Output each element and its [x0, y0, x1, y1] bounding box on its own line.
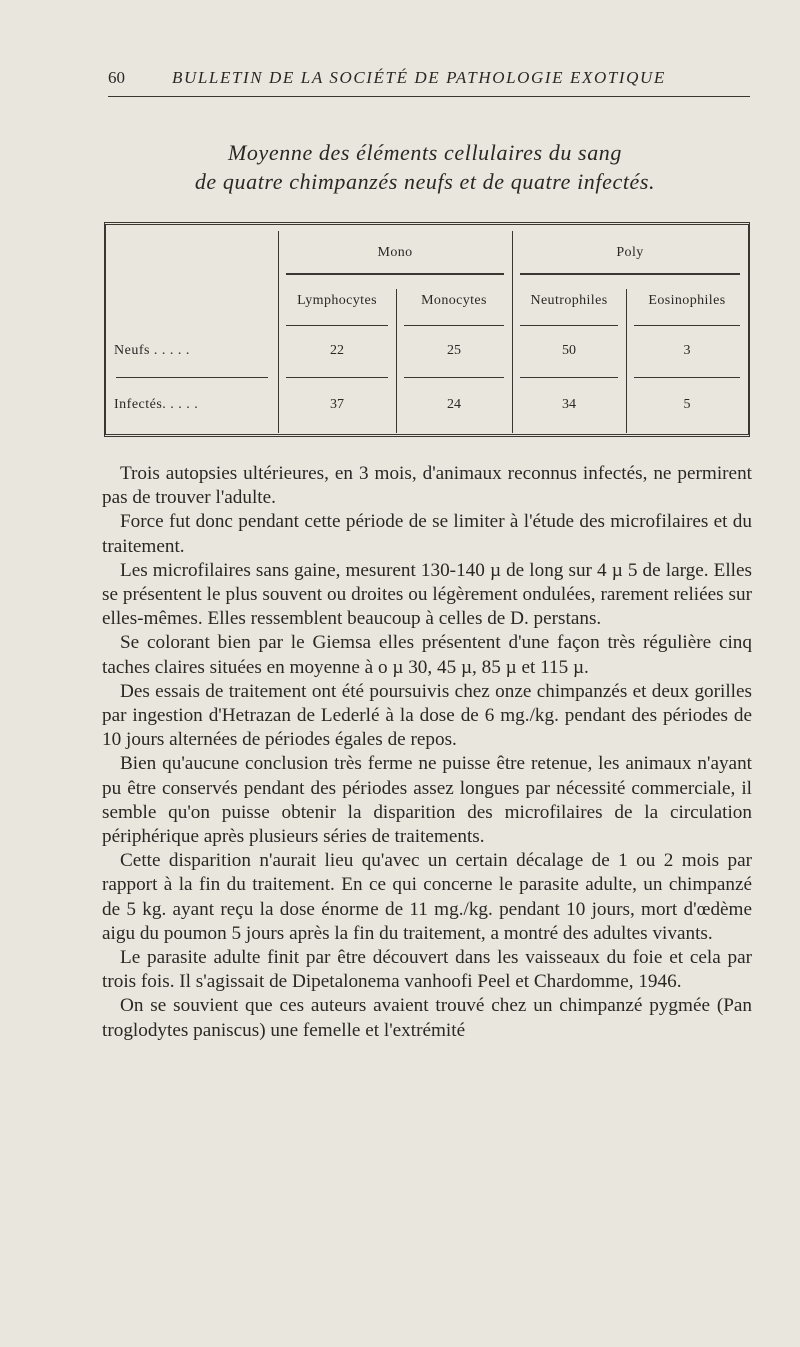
row-separator: [404, 377, 504, 378]
row-separator: [116, 377, 268, 378]
row-label-infectes: Infectés. . . . .: [114, 397, 199, 412]
row-separator: [634, 377, 740, 378]
table-cell: 25: [447, 343, 461, 358]
column-underline: [286, 325, 388, 326]
row-separator: [286, 377, 388, 378]
row-label-neufs: Neufs . . . . .: [114, 343, 190, 358]
paragraph: Bien qu'aucune conclusion très ferme ne puisse être retenue, les animaux n'ayant pu être conservés pendant des périodes assez longues par nécessité commerciale, il semble qu'on puisse obtenir la disparition des microfilaires de la circulation périphérique après plusieurs séries de traitements.: [102, 753, 752, 848]
table-cell: 24: [447, 397, 461, 412]
table-cell: 37: [330, 397, 344, 412]
caption-line-2: de quatre chimpanzés neufs et de quatre infectés.: [194, 169, 656, 194]
column-underline: [520, 325, 618, 326]
paragraph: Le parasite adulte finit par être découvert dans les vaisseaux du foie et cela par trois fois. Il s'agissait de Dipetalonema vanhoofi Peel et Chardomme, 1946.: [102, 947, 752, 993]
column-header-lymphocytes: Lymphocytes: [297, 293, 377, 308]
table-cell: 34: [562, 397, 576, 412]
page-number: 60: [108, 68, 125, 87]
column-header-eosinophiles: Eosinophiles: [648, 293, 726, 308]
table-cell: 22: [330, 343, 344, 358]
paragraph: Les microfilaires sans gaine, mesurent 130-140 µ de long sur 4 µ 5 de large. Elles se présentent le plus souvent ou droites ou légèrement ondulées, rarement reliées sur elles-mêmes. Elles ressemblent beaucoup à celles de D. perstans.: [102, 559, 752, 630]
column-underline: [634, 325, 740, 326]
blood-cell-table: [104, 222, 750, 437]
paragraph: Cette disparition n'aurait lieu qu'avec un certain décalage de 1 ou 2 mois par rapport à la fin du traitement. En ce qui concerne le parasite adulte, un chimpanzé de 5 kg. ayant reçu la dose énorme de 11 mg./kg. pendant 10 jours, mort d'œdème aigu du poumon 5 jours après la fin du traitement, a montré des adultes vivants.: [102, 850, 752, 944]
table-cell: 3: [683, 343, 691, 358]
row-separator: [520, 377, 618, 378]
paragraph: Trois autopsies ultérieures, en 3 mois, d'animaux reconnus infectés, ne permirent pas de trouver l'adulte.: [102, 463, 752, 509]
paragraph: Force fut donc pendant cette période de se limiter à l'étude des microfilaires et du traitement.: [102, 511, 752, 557]
group-underline: [520, 273, 740, 275]
table-caption: [100, 138, 750, 196]
column-header-neutrophiles: Neutrophiles: [530, 293, 608, 308]
group-underline: [286, 273, 504, 275]
group-header-poly: Poly: [616, 245, 644, 260]
table-cell: 50: [562, 343, 576, 358]
paragraph: Des essais de traitement ont été poursuivis chez onze chimpanzés et deux gorilles par ingestion d'Hetrazan de Lederlé à la dose de 6 mg./kg. pendant des périodes de 10 jours alternées de périodes égales de repos.: [102, 680, 752, 751]
caption-line-1: Moyenne des éléments cellulaires du sang: [227, 140, 623, 165]
column-underline: [404, 325, 504, 326]
body-text: [102, 462, 752, 1043]
group-header-mono: Mono: [377, 245, 413, 260]
paragraph: On se souvient que ces auteurs avaient trouvé chez un chimpanzé pygmée (Pan troglodytes paniscus) une femelle et l'extrémité: [102, 995, 752, 1041]
paragraph: Se colorant bien par le Giemsa elles présentent d'une façon très régulière cinq taches claires situées en moyenne à o µ 30, 45 µ, 85 µ et 115 µ.: [102, 632, 752, 678]
table-cell: 5: [683, 397, 691, 412]
column-header-monocytes: Monocytes: [421, 293, 487, 308]
page-header: [108, 66, 750, 97]
journal-title: BULLETIN DE LA SOCIÉTÉ DE PATHOLOGIE EXOTIQUE: [172, 68, 666, 87]
